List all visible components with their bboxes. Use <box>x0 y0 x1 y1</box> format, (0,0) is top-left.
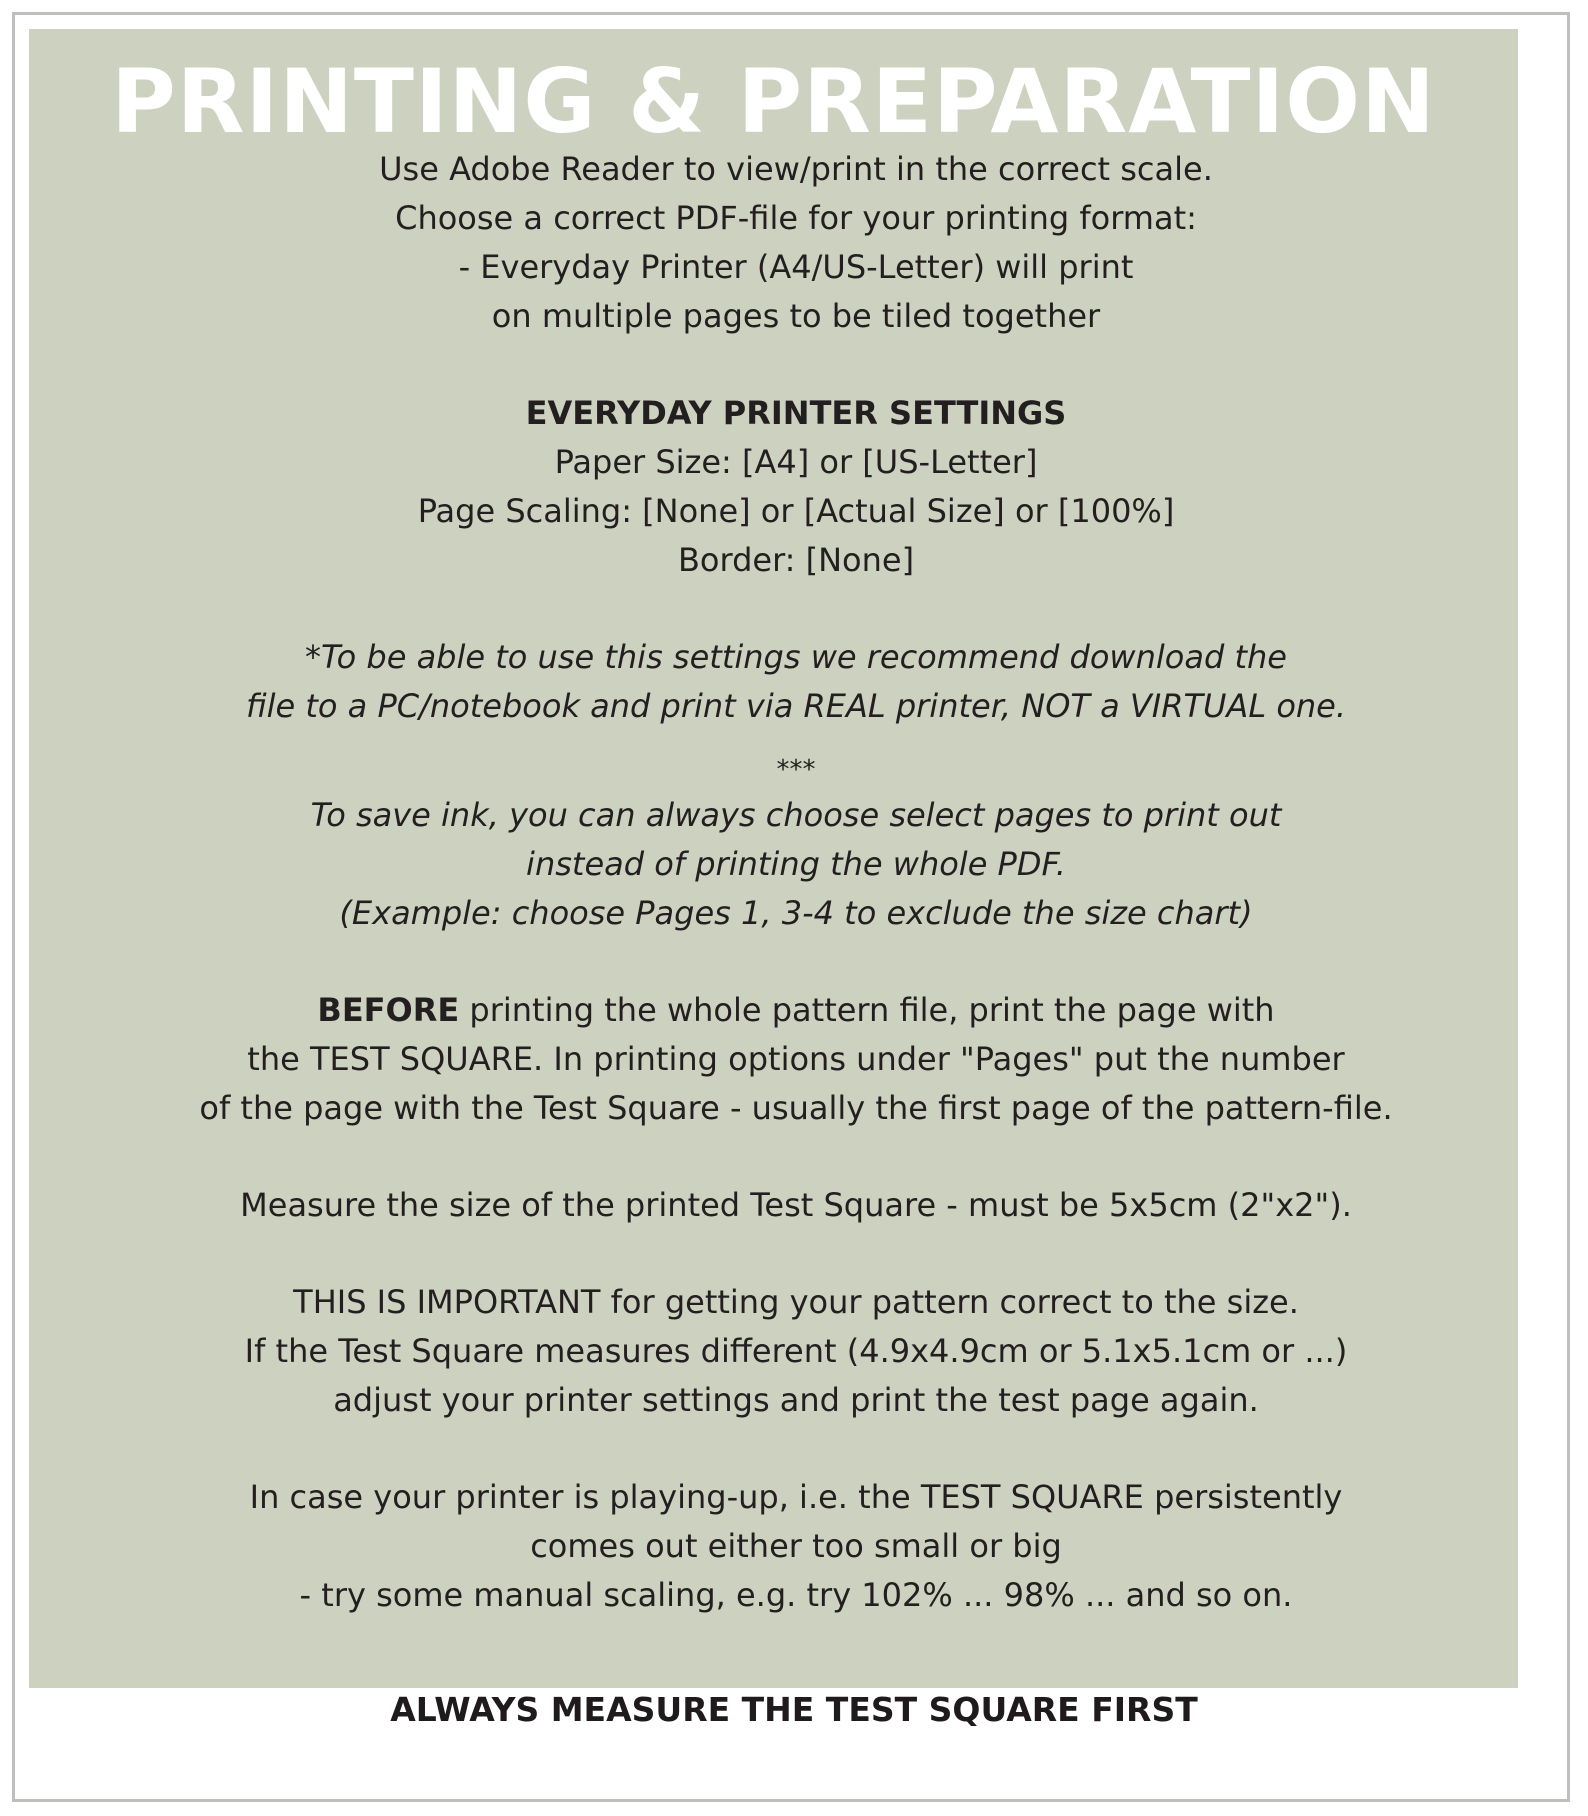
measure-line: Measure the size of the printed Test Square - must be 5x5cm (2"x2"). <box>240 1186 1352 1224</box>
before-bold-word: BEFORE <box>317 991 460 1029</box>
ink-tip-line: (Example: choose Pages 1, 3-4 to exclude the size chart) <box>339 894 1253 932</box>
separator: *** <box>776 755 816 785</box>
note-line: file to a PC/notebook and print via REAL printer, NOT a VIRTUAL one. <box>245 687 1347 725</box>
spacer <box>15 938 1577 986</box>
spacer <box>15 1133 1577 1181</box>
important-line: adjust your printer settings and print the test page again. <box>333 1381 1259 1419</box>
spacer <box>15 1425 1577 1473</box>
playing-up-line: comes out either too small or big <box>530 1527 1062 1565</box>
spacer <box>15 341 1577 389</box>
intro-line: - Everyday Printer (A4/US-Letter) will print <box>458 248 1134 286</box>
instructions-content <box>15 145 1577 1620</box>
document-frame <box>12 12 1570 1802</box>
ink-tip-line: instead of printing the whole PDF. <box>526 845 1066 883</box>
before-line <box>15 986 1577 1035</box>
intro-line: Choose a correct PDF-file for your printing format: <box>395 199 1197 237</box>
intro-line: Use Adobe Reader to view/print in the correct scale. <box>379 150 1213 188</box>
footer-reminder: ALWAYS MEASURE THE TEST SQUARE FIRST <box>390 1690 1198 1729</box>
ink-tip-line: To save ink, you can always choose select pages to print out <box>310 796 1282 834</box>
before-line: of the page with the Test Square - usually the first page of the pattern-file. <box>199 1089 1393 1127</box>
playing-up-line: - try some manual scaling, e.g. try 102% ... 98% ... and so on. <box>299 1576 1293 1614</box>
intro-line: on multiple pages to be tiled together <box>491 297 1101 335</box>
before-line: the TEST SQUARE. In printing options under "Pages" put the number <box>247 1040 1345 1078</box>
before-line-rest: printing the whole pattern file, print the page with <box>459 991 1275 1029</box>
spacer <box>15 585 1577 633</box>
note-line: *To be able to use this settings we recommend download the <box>305 638 1287 676</box>
playing-up-line: In case your printer is playing-up, i.e. the TEST SQUARE persistently <box>249 1478 1343 1516</box>
settings-heading: EVERYDAY PRINTER SETTINGS <box>525 394 1067 432</box>
setting-border: Border: [None] <box>677 541 915 579</box>
page-title: PRINTING & PREPARATION <box>111 50 1436 153</box>
important-line: If the Test Square measures different (4.9x4.9cm or 5.1x5.1cm or ...) <box>244 1332 1348 1370</box>
setting-page-scaling: Page Scaling: [None] or [Actual Size] or [100%] <box>417 492 1175 530</box>
important-line: THIS IS IMPORTANT for getting your pattern correct to the size. <box>293 1283 1299 1321</box>
spacer <box>15 1230 1577 1278</box>
setting-paper-size: Paper Size: [A4] or [US-Letter] <box>554 443 1038 481</box>
